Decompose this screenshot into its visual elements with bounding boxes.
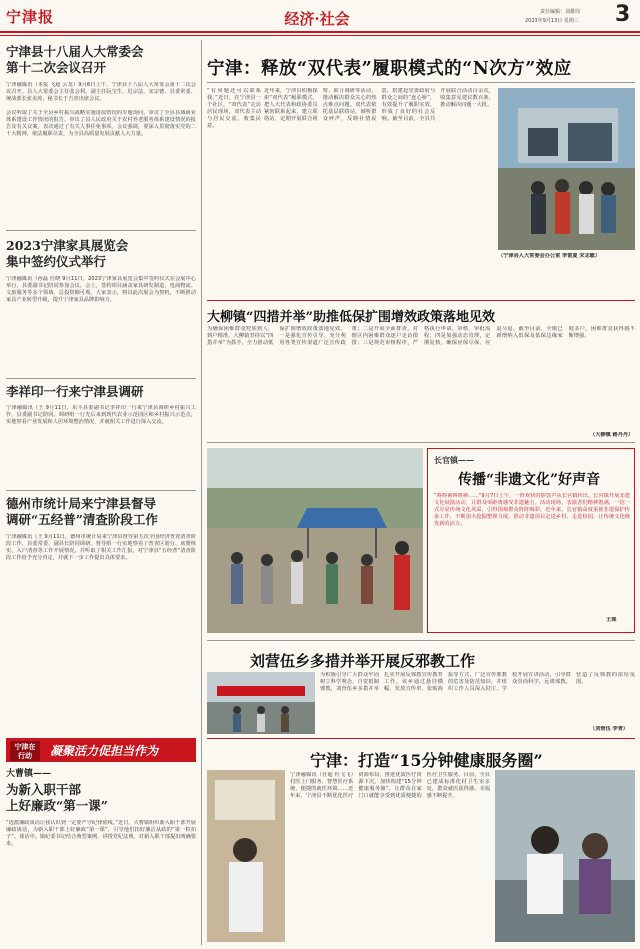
editor-line: 责任编辑：刘雄周	[540, 9, 581, 15]
health-photo-right	[495, 770, 635, 942]
masthead-rule	[0, 31, 640, 33]
main-article-credit: （宁津县人大常委会办公室 李雷夏 宋志敏）	[498, 253, 601, 259]
divider	[6, 378, 196, 379]
article-dialiu-headline: 大柳镇“四措并举”助推低保扩围增效政策落地见效	[207, 310, 495, 325]
kicker: 大曹镇——	[6, 769, 52, 779]
main-photo	[498, 88, 635, 250]
article-census-inspection	[6, 496, 196, 709]
left-column-divider	[201, 40, 202, 945]
masthead-rule-thin	[0, 35, 640, 36]
column-title: 传播“非遗文化”好声音	[458, 472, 601, 488]
headline: 宁津县十八届人大常委会	[6, 44, 144, 59]
article-cult-prevention-credit: （刘营伍 李青）	[590, 726, 629, 732]
section-title: 经济·社会	[284, 10, 350, 28]
divider	[6, 490, 196, 491]
body-paragraph: 宁津融媒讯（孙磊 任晓 9月11日，2023宁津家具展览会集中签约仪式在会展中心举行，县委副书记陪同参加会议。会上，签约项目涵盖家具研发制造、电商物流、文旅服务等多个领域，总投资额可观。大家表示，将以此次展会为契机，不断推动家具产业转型升级，提升宁津家具品牌影响力。	[6, 276, 196, 303]
main-headline: 宁津：释放“双代表”履职模式的“N次方”效应	[207, 59, 572, 79]
divider	[6, 230, 196, 231]
banner-label: 宁津在行动	[10, 741, 40, 761]
divider	[207, 300, 635, 301]
health-circle-headline: 宁津：打造“15分钟健康服务圈”	[310, 751, 543, 770]
banner-slogan: 凝聚活力促担当作为	[50, 744, 159, 758]
body-paragraph: 宁津融媒讯（王 9月11日，东平县委副书记李祥印一行来宁津县调研乡村振兴工作，县委副书记陪同。调研组一行先后来到现代农业示范园区和乡村振兴示范点，实地察看产业发展和人居环境整治情况，并就相关工作进行深入交流。	[6, 405, 196, 425]
article-research-visit	[6, 384, 196, 489]
column-label: 长官镇——	[434, 455, 474, 465]
cult-prevention-photo	[207, 672, 315, 734]
page-number: 3	[615, 2, 631, 27]
article-cult-prevention-body: 为积极引导广大群众牢固树立科学观念，自觉抵制邪教，刘营伍乡多措并举扎实开展反邪教宣传教育工作。该乡通过悬挂横幅、发放宣传单、张贴海报等方式，广泛宣传邪教的危害及防范知识，并组织工作人员深入村庄、学校开展宣讲活动，引导群众崇尚科学，远离邪教，营造了反邪教的浓厚氛围。	[320, 672, 635, 692]
headline: 2023宁津家具展览会	[6, 238, 129, 253]
article-anti-corruption-lesson	[6, 768, 196, 946]
divider	[207, 640, 635, 641]
heritage-photo	[207, 448, 423, 633]
health-photo-left	[207, 770, 285, 942]
article-dialiu-credit: （大柳镇 路丹丹）	[590, 432, 634, 438]
headline: 德州市统计局来宁津县督导	[6, 496, 157, 511]
headline: 集中签约仪式举行	[6, 254, 107, 269]
body-paragraph: 会议听取了关于全县乡村振兴战略实施进展情况的专题询问，审议了全县县域商业体系建设工作情况的报告，审议了县人民政府关于农村养老服务体系建设情况的报告及有关议案，表决通过了有关人事任免事项。会议强调，要深入贯彻落实党的二十大精神，依法履职尽责，为全县高质量发展贡献人大力量。	[6, 110, 196, 137]
main-article-col-2: 近年来，宁津县积极探索“双代表”履职模式，把人大代表和政协委员紧密联系起来，建立联络站，定期开展联合视察、联合调研等活动，推动解决群众关心的热点难点问题。双代表依托基层联络站，倾听群众呼声，反映社情民意，搭建起党委政府与群众之间的“连心桥”，有效提升了履职实效，形成了良好的社会反响。截至目前，全县共开展联合活动百余次，收集意见建议数百条，推动解决问题一大批。	[264, 88, 494, 122]
masthead-logo: 宁津报	[6, 8, 55, 26]
headline: 李祥印一行来宁津县调研	[6, 384, 144, 399]
headline: 第十二次会议召开	[6, 60, 107, 75]
column-body: “咚咚锵咚咚锵……”9月7日上午，一阵欢快的锣鼓声从长官镇传出。长官镇开展非遗文化展演活动，让群众零距离感受非遗魅力。活动现场，表演者们精神饱满，一招一式尽显传统文化风采，引得围观群众阵阵喝彩。近年来，长官镇高度重视非遗保护传承工作，不断加大挖掘整理力度，推动非遗项目走进乡村、走进校园，让传统文化焕发新的活力。	[434, 493, 630, 527]
article-standing-committee	[6, 44, 196, 230]
date-line: 2023年9月13日 星期三	[525, 18, 579, 24]
headline: 调研“五经普”清查阶段工作	[6, 512, 158, 527]
divider	[207, 442, 635, 443]
column-box-heritage	[427, 448, 635, 633]
article-dialiu-body: 为确保困难群众兜底到人，到户精准，大柳镇坚持以“四措并举”为抓手，全力推动低保扩围增效政策落地见效。一是强化宣传引导，充分利用各类宣传渠道广泛宣传政策；二是开展全面排查，对辖区内困难群众逐户走访摸排；三是规范审核程序，严格执行申请、审核、审批流程；四是加强动态管理，定期复核，确保应保尽保、应退尽退。截至目前，全镇已新增纳入低保及低保边缘家庭多户，困难群众获得感不断增强。	[207, 326, 635, 346]
divider	[207, 738, 635, 739]
lead-paragraph: 宁津融媒讯（本报 飞超 云龙）9月6日上午，宁津县十八届人大常委会第十二次会议召开。县人大常委会主任张会利，副主任阮宝生、迟宗法、宋宗德，县委常委、统战部长张美涛，秘书长于吉喜出席会议。	[6, 82, 196, 102]
headline: 为新入职干部	[6, 782, 82, 797]
body-paragraph: “选派廉政谈话让我认识到一定要严守纪律底线。”近日，大曹镇组织新入职干部开展廉政谈话，为新入职干部上好廉政“第一课”，引导他们扣好廉洁从政的“第一粒扣子”。谈话中，镇纪委书记结合典型案例，讲授党纪法规，对新入职干部提出明确要求。	[6, 820, 196, 847]
article-furniture-expo	[6, 238, 196, 374]
body-paragraph: 宁津融媒讯（王 9月11日，德州市统计局来宁津县督导第五次全国经济普查清查阶段工作，县委常委、副县长陪同调研。督导组一行实地察看了普查区划分、底册核实、入户清查等工作开展情况，并听取了相关工作汇报，对宁津县“五经普”清查阶段工作给予充分肯定，并就下一步工作提出具体要求。	[6, 534, 196, 561]
divider	[207, 82, 635, 83]
campaign-banner	[6, 738, 196, 762]
column-credit: 王琛	[606, 617, 617, 623]
headline: 上好廉政“第一课”	[6, 798, 108, 813]
health-circle-body: 宁津融媒讯（任超 杜飞飞）村医上门服务、智慧医疗系统、便捷的就医环境……近年来，宁津县不断优化医疗资源布局，推进优质医疗资源下沉，加快构建“15分钟健康服务圈”，让群众在家门口就能享受到优质便捷的医疗卫生服务。目前，全县已建成标准化村卫生室多处，群众就医获得感、幸福感不断提升。	[290, 772, 490, 799]
main-article-col-1: “有问题还可以联系我。”近日，在宁津县一个社区，“双代表”走访居民现场，双代表主动与居民交流，收集民意。	[207, 88, 261, 129]
article-cult-prevention-headline: 刘营伍乡多措并举开展反邪教工作	[250, 652, 476, 670]
masthead	[0, 0, 640, 40]
